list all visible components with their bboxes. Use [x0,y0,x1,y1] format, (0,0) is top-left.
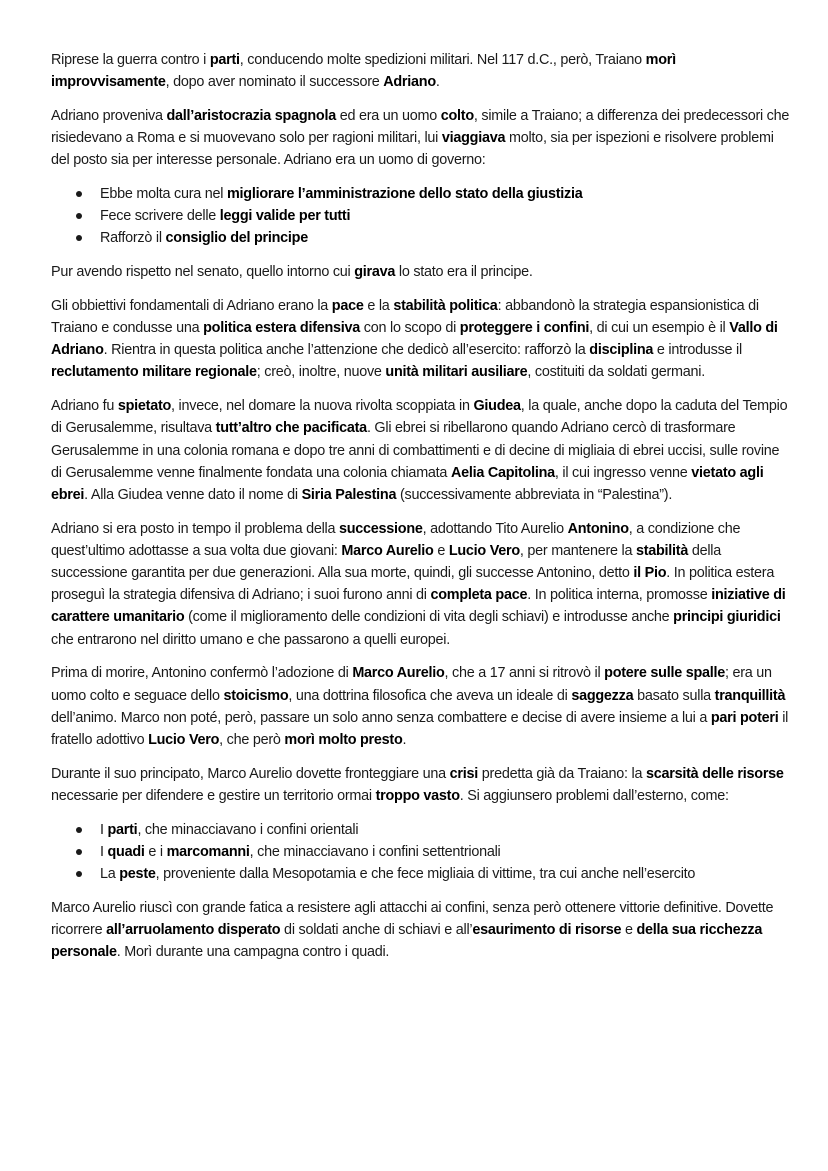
text-run: , simile a Traiano; a differenza dei predecessori che risiedevano a Roma e si muovevano solo per ragioni militari, lui [51,107,790,147]
text-run: ; era un uomo colto e seguace dello [51,665,772,704]
paragraph [51,261,791,283]
text-run: Riprese la guerra contro i [51,52,210,68]
bold-text-run: disciplina [589,342,654,359]
text-run: . Si aggiunsero problemi dall’esterno, come: [459,787,729,804]
list-item [51,841,791,863]
bold-text-run: Marco Aurelio [352,665,445,682]
text-run: , per mantenere la [519,542,636,559]
text-run: . In politica interna, promosse [527,587,712,604]
text-run: I [100,821,108,838]
bold-text-run: scarsità delle risorse [645,765,784,782]
bold-text-run: spietato [117,398,172,415]
bold-text-run: Adriano [383,74,436,91]
text-run: Durante il suo principato, Marco Aurelio dovette fronteggiare una [51,765,450,782]
text-run: e la [363,297,394,314]
text-run: . [435,74,440,91]
bold-text-run: della sua ricchezza personale [51,921,763,961]
bold-text-run: troppo vasto [375,787,460,804]
bold-text-run: politica estera difensiva [203,320,361,337]
text-run: Marco Aurelio riuscì con grande fatica a resistere agli attacchi ai confini, senza però ottenere vittorie definitive. Dovette ricorrere [51,899,774,938]
bold-text-run: unità militari ausiliare [385,364,528,381]
bold-text-run: marcomanni [166,843,250,860]
bullet-icon [76,235,82,241]
text-run: , proveniente dalla Mesopotamia e che fece migliaia di vittime, tra cui anche nell’esercito [155,866,696,882]
bold-text-run: saggezza [571,687,634,704]
text-run: che entrarono nel diritto umano e che passarono a quelli europei. [51,631,450,648]
text-run: e [621,921,637,938]
bold-text-run: vietato agli ebrei [51,464,764,503]
text-run: ; creò, inoltre, nuove [256,364,386,381]
bold-text-run: viaggiava [441,130,506,147]
bold-text-run: Aelia Capitolina [450,464,555,481]
bold-text-run: parti [107,821,138,838]
text-run: e [433,542,449,559]
bold-text-run: tutt’altro che pacificata [215,420,367,437]
text-run: Rafforzò il [100,230,166,247]
bullet-icon [76,827,82,833]
text-run: , invece, nel domare la nuova rivolta scoppiata in [171,398,474,415]
bold-text-run: pace [331,297,364,314]
bullet-icon [76,849,82,855]
text-run: della successione garantita per due generazioni. Alla sua morte, quindi, gli successe Antonino, detto [51,542,722,582]
text-run: : abbandonò la strategia espansionistica di Traiano e condusse una [51,297,759,337]
text-run: Adriano si era posto in tempo il problema della [51,520,339,537]
text-run: , a condizione che quest’ultimo adottasse a sua volta due giovani: [51,520,741,559]
text-run: . Rientra in questa politica anche l’attenzione che dedicò all’esercito: rafforzò la [103,342,590,359]
text-run: , di cui un esempio è il [589,320,730,337]
bold-text-run: Antonino [567,520,629,537]
text-run: Fece scrivere delle [100,208,220,225]
bold-text-run: all’arruolamento disperato [106,921,281,938]
bold-text-run: morì improvvisamente [51,52,676,91]
list-item [51,819,791,841]
bold-text-run: reclutamento militare regionale [51,364,257,381]
bold-text-run: morì molto presto [284,731,403,748]
bold-text-run: colto [440,107,474,124]
text-run: Gli obbiettivi fondamentali di Adriano erano la [51,297,332,314]
bold-text-run: Lucio Vero [148,731,220,748]
text-run: , che minacciavano i confini settentrionali [249,843,501,860]
bullet-icon [76,191,82,197]
bold-text-run: dall’aristocrazia spagnola [166,107,336,124]
bold-text-run: leggi valide per tutti [219,208,351,225]
text-run: , dopo aver nominato il successore [165,74,384,91]
text-run: Adriano proveniva [51,107,167,124]
text-run: di soldati anche di schiavi e all’ [280,921,473,938]
text-run: necessarie per difendere e gestire un territorio ormai [51,787,376,804]
bold-text-run: Giudea [473,398,521,415]
bold-text-run: il Pio [633,565,667,582]
bold-text-run: peste [119,866,156,882]
text-run: , conducendo molte spedizioni militari. Nel 117 d.C., però, Traiano [239,52,646,68]
list-item [51,863,791,885]
text-run: molto, sia per ispezioni e risolvere problemi del posto sia per interesse personale. Adriano era un uomo di governo: [51,130,774,169]
bold-text-run: consiglio del principe [165,230,308,247]
paragraph [51,49,791,93]
list-item [51,227,791,249]
list-item [51,205,791,227]
paragraph [51,295,791,384]
bold-text-run: stoicismo [223,687,289,704]
text-run: dell’animo. Marco non poté, però, passare un solo anno senza combattere e decise di avere insieme a lui a [51,709,711,726]
text-run: , che a 17 anni si ritrovò il [444,665,605,682]
text-run: con lo scopo di [360,320,460,337]
text-run: . Gli ebrei si ribellarono quando Adriano cercò di trasformare Gerusalemme in una colonia romana e dopo tre anni di combattimenti e di decine di migliaia di ebrei uccisi, sulle rovine di Gerusalemme venne finalmente fondata una colonia chiamata [51,420,780,481]
bold-text-run: potere sulle spalle [604,665,725,682]
bold-text-run: Siria Palestina [301,486,397,503]
text-run: basato sulla [633,687,715,704]
text-run: Prima di morire, Antonino confermò l’adozione di [51,665,353,682]
bold-text-run: tranquillità [714,687,786,704]
bold-text-run: successione [338,520,423,537]
text-run: Ebbe molta cura nel [100,186,227,203]
bold-text-run: quadi [107,843,145,860]
text-run: (successivamente abbreviata in “Palestina”). [396,486,673,503]
text-run: . Morì durante una campagna contro i quadi. [116,944,390,961]
list-item [51,183,791,205]
paragraph [51,395,791,506]
bold-text-run: iniziative di carattere umanitario [51,587,786,626]
text-run: il fratello adottivo [51,709,789,748]
bullet-list [51,183,791,250]
document-body [51,49,791,975]
bold-text-run: migliorare l’amministrazione dello stato della giustizia [227,186,583,203]
bullet-icon [76,213,82,219]
text-run: , adottando Tito Aurelio [422,520,568,537]
text-run: (come il miglioramento delle condizioni di vita degli schiavi) e introdusse anche [184,609,674,626]
text-run: . [402,731,407,748]
text-run: I [100,843,108,860]
bold-text-run: pari poteri [710,709,779,726]
text-run: . In politica estera proseguì la strategia difensiva di Adriano; i suoi furono anni di [51,565,775,604]
bold-text-run: girava [354,264,396,281]
text-run: Pur avendo rispetto nel senato, quello intorno cui [51,264,355,281]
paragraph [51,763,791,807]
text-run: ed era un uomo [335,107,441,124]
bold-text-run: proteggere i confini [459,320,590,337]
text-run: , una dottrina filosofica che aveva un ideale di [288,687,572,704]
bold-text-run: stabilità [635,542,689,559]
text-run: predetta già da Traiano: la [478,765,646,782]
paragraph [51,518,791,651]
bold-text-run: Vallo di Adriano [51,320,778,359]
bold-text-run: parti [209,52,240,68]
text-run: La [100,866,120,882]
text-run: Adriano fu [51,398,118,415]
bold-text-run: principi giuridici [673,609,781,626]
text-run: e i [144,843,167,860]
text-run: , costituiti da soldati germani. [527,364,705,381]
text-run: , che però [219,731,285,748]
paragraph [51,897,791,964]
text-run: , il cui ingresso venne [554,464,692,481]
bold-text-run: stabilità politica [393,297,498,314]
paragraph [51,662,791,751]
bullet-list [51,819,791,886]
paragraph [51,105,791,172]
bold-text-run: crisi [449,765,479,782]
bold-text-run: esaurimento di risorse [472,921,622,938]
text-run: e introdusse il [653,342,742,359]
text-run: , la quale, anche dopo la caduta del Tempio di Gerusalemme, risultava [51,398,788,437]
text-run: lo stato era il principe. [395,264,533,281]
bold-text-run: completa pace [430,587,528,604]
bold-text-run: Lucio Vero [448,542,520,559]
text-run: , che minacciavano i confini orientali [137,821,359,838]
bold-text-run: Marco Aurelio [341,542,434,559]
bullet-icon [76,871,82,877]
text-run: . Alla Giudea venne dato il nome di [84,486,302,503]
